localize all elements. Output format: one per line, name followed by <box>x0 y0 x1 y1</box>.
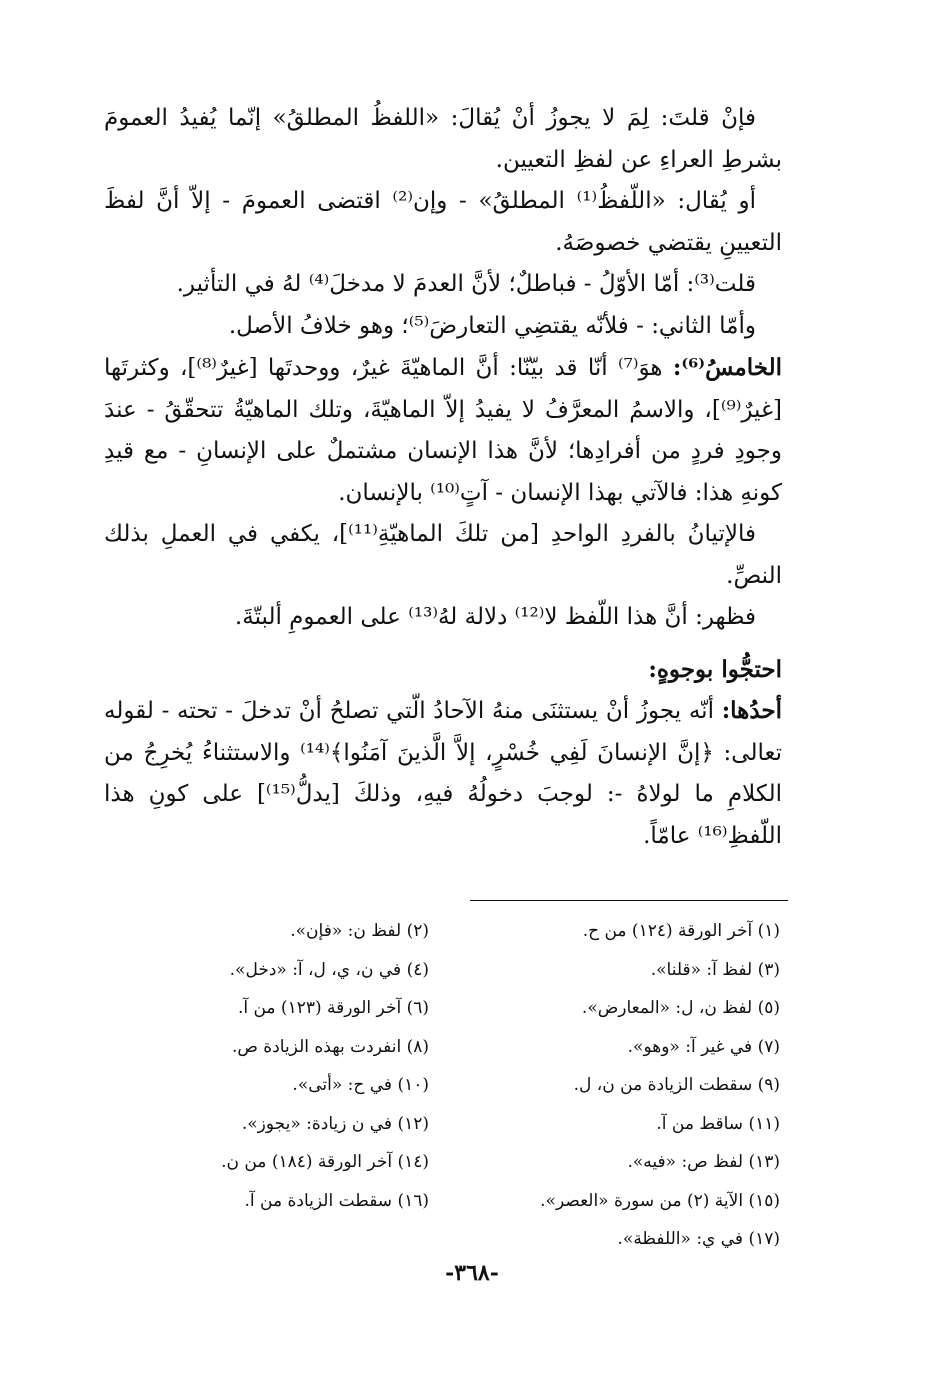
paragraph-9 <box>104 690 782 857</box>
footnote: (١٥) الآية (٢) من سورة «العصر». <box>540 1190 780 1211</box>
footnote: (١٦) سقطت الزيادة من آ. <box>244 1190 429 1211</box>
paragraph-7: فظهر: أنَّ هذا اللّفظ لا⁽¹²⁾ دلالة لهُ⁽¹³⁾ على العمومِ ألبتّةَ. <box>234 604 756 630</box>
section-heading: احتجُّوا بوجوهٍ: <box>648 655 782 683</box>
paragraph-4: وأمّا الثاني: - فلأنّه يقتضِي التعارضَ⁽⁵⁾؛ وهو خلافُ الأصل. <box>228 312 756 339</box>
paragraph-9-lead: أحدُها: <box>721 697 782 724</box>
paragraph-5-body: هوَ⁽⁷⁾ أنّا قد بيّنّا: أنَّ الماهيّةَ غيرٌ، ووحدتَها [غيرٌ⁽⁸⁾]، وكثرتَها [غيرٌ⁽⁹⁾]، والاسمُ المعرَّفُ لا يفيدُ إلاّ الماهيّةَ، وتلك الماهيّةُ تتحقّقُ - عندَ وجودِ فردٍ من أفرادِها؛ لأنَّ هذا الإنسان مشتملٌ على الإنسانِ - مع قيدِ كونهِ هذا: فالآتي بهذا الإنسان - آتٍ⁽¹⁰⁾ بالإنسان. <box>104 355 782 506</box>
paragraph-5 <box>104 347 782 514</box>
paragraph-6: فالإتيانُ بالفردِ الواحدِ [من تلكَ الماهيّةِ⁽¹¹⁾]، يكفي في العملِ بذلك النصِّ. <box>104 521 782 589</box>
paragraph-2: أو يُقال: «اللّفظُ⁽¹⁾ المطلقُ» - وإن⁽²⁾ اقتضى العمومَ - إلاّ أنَّ لفظَ التعيينِ يقتضي خصوصَهُ. <box>104 188 782 256</box>
footnote: (١٤) آخر الورقة (١٨٤) من ن. <box>221 1152 429 1172</box>
footnote: (١٢) في ن زيادة: «يجوز». <box>241 1113 429 1134</box>
main-text <box>104 98 782 857</box>
page-number: -٣٦٨- <box>445 1260 499 1286</box>
footnote: (١٧) في ي: «اللفظة». <box>617 1229 780 1249</box>
footnote: (١) آخر الورقة (١٢٤) من ح. <box>582 921 780 941</box>
paragraph-3: قلت⁽³⁾: أمّا الأوّلُ - فباطلٌ؛ لأنَّ العدمَ لا مدخلَ⁽⁴⁾ لهُ في التأثير. <box>176 271 756 297</box>
paragraph-1: فإنْ قلتَ: لِمَ لا يجوزُ أنْ يُقالَ: «اللفظُ المطلقُ» إنّما يُفيدُ العمومَ بشرطِ العراءِ عن لفظِ التعيين. <box>104 105 782 173</box>
footnote: (١٣) لفظ ص: «فيه». <box>627 1152 780 1172</box>
footnote: (٣) لفظ آ: «قلنا». <box>650 959 780 980</box>
paragraph-9-body: أنّه يجوزُ أنْ يستثنَى منهُ الآحادُ الّتي تصلحُ أنْ تدخلَ - تحته - لقوله تعالى: ﴿إنَّ الإنسانَ لَفِي خُسْرٍ، إلاَّ الَّذينَ آمَنُوا﴾⁽¹⁴⁾ والاستثناءُ يُخرِجُ من الكلامِ ما لولاهُ -: لوجبَ دخولُهُ فيهِ، وذلكَ [يدلُّ⁽¹⁵⁾] على كونِ هذا اللّفظِ⁽¹⁶⁾ عامّاً. <box>104 698 782 849</box>
footnote: (٥) لفظ ن، ل: «المعارض». <box>581 998 780 1018</box>
footnote: (١٠) في ح: «أتى». <box>292 1075 429 1095</box>
footnotes <box>104 912 780 1259</box>
footnote: (٨) انفردت بهذه الزيادة ص. <box>231 1036 429 1057</box>
footnote: (٤) في ن، ي، ل، آ: «دخل». <box>229 959 429 980</box>
footnote: (٢) لفظ ن: «فإن». <box>290 921 429 941</box>
footnote: (٦) آخر الورقة (١٢٣) من آ. <box>237 998 429 1018</box>
footnote: (١١) ساقط من آ. <box>656 1113 780 1134</box>
paragraph-5-lead: الخامسُ⁽⁶⁾: <box>672 354 782 381</box>
footnote: (٩) سقطت الزيادة من ن، ل. <box>573 1075 780 1095</box>
footnote-divider <box>470 900 788 901</box>
footnote: (٧) في غير آ: «وهو». <box>627 1036 780 1057</box>
